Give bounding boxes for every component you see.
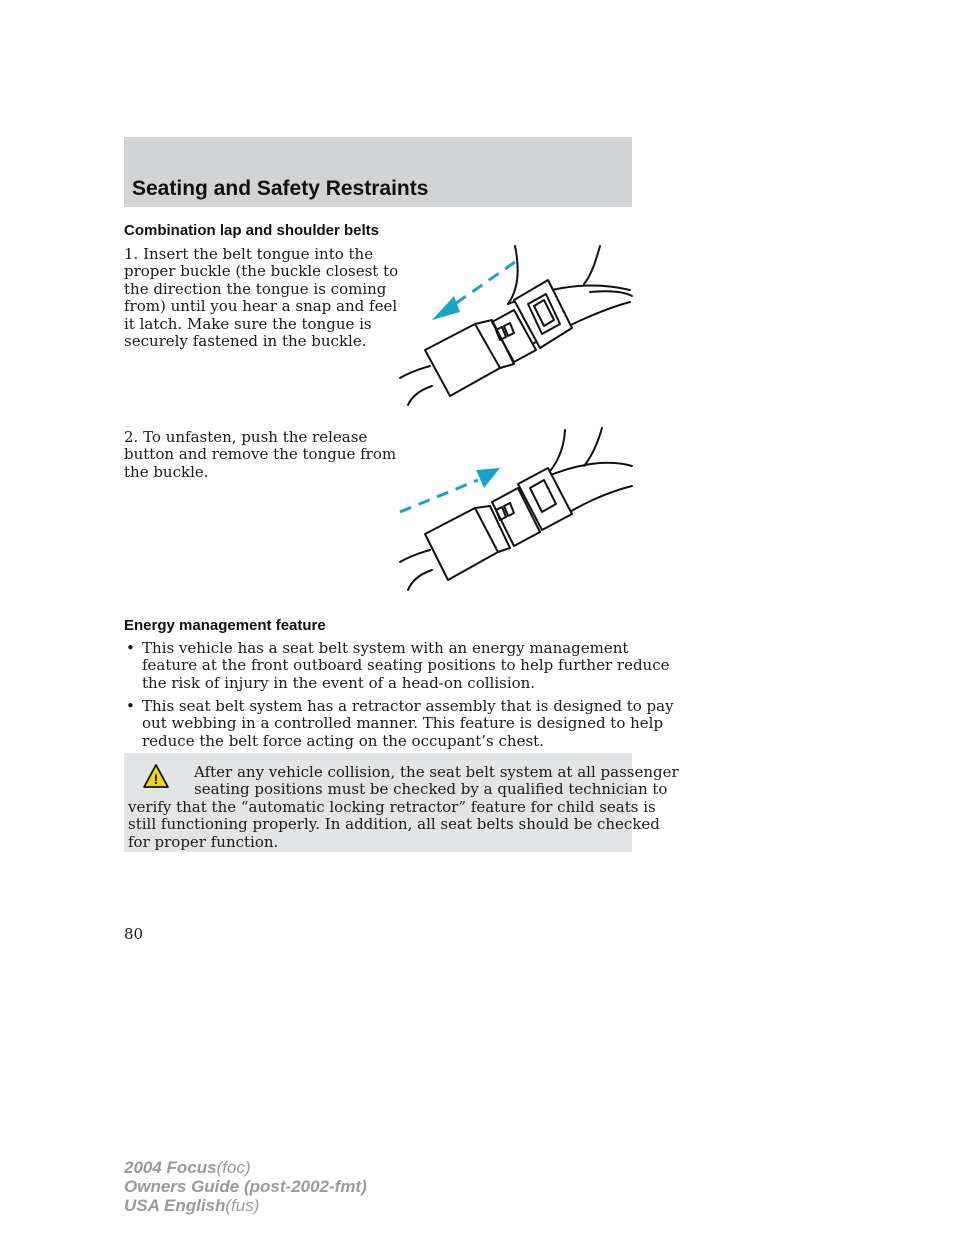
svg-text:!: ! — [153, 771, 159, 787]
release-arrow-head — [476, 468, 500, 488]
step2-paragraph: 2. To unfasten, push the release button and remove the tongue from the buckle. — [124, 428, 397, 481]
document-footer: 2004 Focus(foc) Owners Guide (post-2002-fmt) USA English(fus) — [124, 1158, 367, 1215]
section-header-band — [124, 137, 632, 207]
warning-text: After any vehicle collision, the seat belt system at all passenger seating positions must be checked by a qualified technician to verify that the “automatic locking retractor” feature for child seats is still functioning properly. In addition, all seat belts should be checked for proper function. — [128, 763, 679, 851]
step1-paragraph: 1. Insert the belt tongue into the proper buckle (the buckle closest to the direction the tongue is coming from) until you hear a snap and feel it latch. Make sure the tongue is securely fastened in the buckle. — [124, 245, 399, 351]
buckle-release-illustration — [380, 422, 640, 602]
section-title: Seating and Safety Restraints — [132, 177, 429, 200]
warning-box — [124, 753, 679, 852]
buckle-insert-illustration — [380, 240, 640, 415]
insert-arrow-head — [432, 296, 460, 320]
lap-shoulder-heading: Combination lap and shoulder belts — [124, 222, 380, 239]
energy-heading: Energy management feature — [124, 617, 326, 634]
page-number: 80 — [124, 925, 144, 943]
